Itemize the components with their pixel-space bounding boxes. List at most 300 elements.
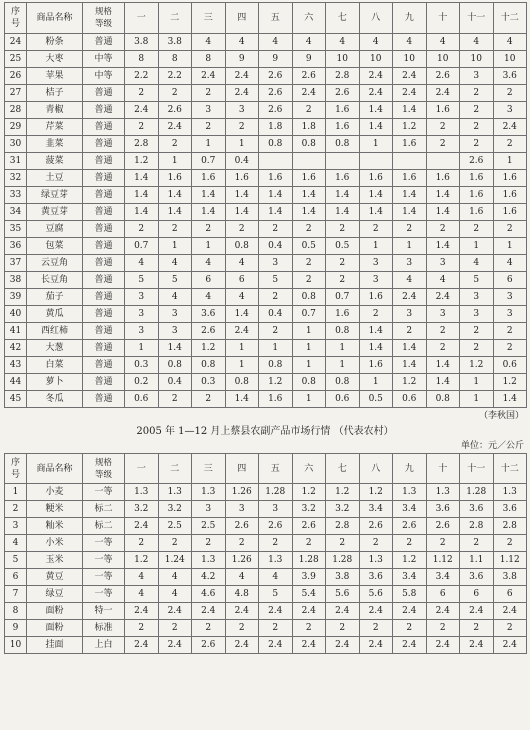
cell-grade: 普通 bbox=[83, 187, 125, 204]
cell-price: 2.4 bbox=[225, 637, 259, 654]
cell-price: 1 bbox=[359, 136, 393, 153]
cell-price: 1.3 bbox=[192, 484, 226, 501]
cell-price: 0.5 bbox=[292, 238, 326, 255]
table-row bbox=[5, 603, 527, 620]
cell-price: 10 bbox=[359, 51, 393, 68]
cell-price: 1.6 bbox=[393, 136, 427, 153]
cell-price: 2 bbox=[426, 119, 460, 136]
cell-price: 2 bbox=[493, 340, 527, 357]
cell-price: 1.2 bbox=[393, 374, 427, 391]
cell-seq: 41 bbox=[5, 323, 27, 340]
cell-price: 1.6 bbox=[326, 170, 360, 187]
cell-price: 2.4 bbox=[292, 85, 326, 102]
cell-price: 1 bbox=[460, 374, 494, 391]
table2-header-row bbox=[5, 454, 527, 484]
cell-name: 韭菜 bbox=[27, 136, 83, 153]
cell-price: 2 bbox=[426, 535, 460, 552]
cell-price: 0.4 bbox=[259, 306, 293, 323]
cell-price: 2.4 bbox=[393, 85, 427, 102]
cell-price: 0.5 bbox=[326, 238, 360, 255]
cell-price: 1.6 bbox=[259, 170, 293, 187]
cell-grade: 特一 bbox=[83, 603, 125, 620]
header-grade bbox=[83, 454, 125, 484]
cell-price: 2 bbox=[259, 289, 293, 306]
cell-price: 2 bbox=[326, 535, 360, 552]
cell-price: 3.6 bbox=[493, 68, 527, 85]
cell-price: 8 bbox=[192, 51, 226, 68]
cell-price: 1.6 bbox=[225, 170, 259, 187]
cell-price: 1.3 bbox=[192, 552, 226, 569]
cell-price: 3.6 bbox=[192, 306, 226, 323]
cell-price: 1.28 bbox=[326, 552, 360, 569]
cell-price: 1.2 bbox=[326, 484, 360, 501]
cell-price: 4 bbox=[158, 255, 192, 272]
cell-price: 5 bbox=[460, 272, 494, 289]
cell-price: 1 bbox=[359, 238, 393, 255]
cell-price: 2 bbox=[125, 119, 159, 136]
table-row bbox=[5, 484, 527, 501]
table-vegetables bbox=[4, 2, 527, 408]
cell-price: 2 bbox=[225, 535, 259, 552]
cell-price: 1.26 bbox=[225, 552, 259, 569]
cell-price: 0.7 bbox=[292, 306, 326, 323]
cell-price: 1.4 bbox=[393, 340, 427, 357]
table-row bbox=[5, 374, 527, 391]
cell-seq: 29 bbox=[5, 119, 27, 136]
cell-price: 1.4 bbox=[359, 323, 393, 340]
cell-price: 2 bbox=[192, 620, 226, 637]
cell-grade: 一等 bbox=[83, 569, 125, 586]
cell-price: 2 bbox=[393, 221, 427, 238]
cell-price: 2 bbox=[460, 102, 494, 119]
cell-price: 3 bbox=[259, 255, 293, 272]
cell-price: 1 bbox=[225, 136, 259, 153]
cell-name: 籼米 bbox=[27, 518, 83, 535]
cell-price: 1.4 bbox=[393, 204, 427, 221]
cell-price: 2.6 bbox=[259, 518, 293, 535]
cell-price: 2 bbox=[359, 306, 393, 323]
cell-price: 2.6 bbox=[259, 102, 293, 119]
cell-price: 3 bbox=[125, 289, 159, 306]
cell-grade: 标二 bbox=[83, 518, 125, 535]
cell-price: 4 bbox=[393, 272, 427, 289]
cell-seq: 37 bbox=[5, 255, 27, 272]
cell-price: 2.4 bbox=[292, 603, 326, 620]
cell-seq: 35 bbox=[5, 221, 27, 238]
cell-price: 5 bbox=[125, 272, 159, 289]
cell-price: 1 bbox=[292, 391, 326, 408]
header-grade bbox=[83, 3, 125, 34]
cell-price: 2.4 bbox=[460, 603, 494, 620]
cell-price: 2 bbox=[292, 255, 326, 272]
cell-price: 3 bbox=[225, 501, 259, 518]
cell-price: 3 bbox=[359, 255, 393, 272]
table-row bbox=[5, 255, 527, 272]
cell-price: 2.4 bbox=[426, 85, 460, 102]
table2-title: 2005 年 1—12 月上蔡县农副产品市场行情 （代表农村） bbox=[136, 426, 394, 437]
header-seq bbox=[5, 3, 27, 34]
cell-price: 1.4 bbox=[225, 391, 259, 408]
table-row bbox=[5, 102, 527, 119]
cell-price: 1.4 bbox=[359, 340, 393, 357]
cell-price: 1.24 bbox=[158, 552, 192, 569]
cell-seq: 42 bbox=[5, 340, 27, 357]
cell-price bbox=[393, 153, 427, 170]
cell-name: 绿豆芽 bbox=[27, 187, 83, 204]
cell-price: 2 bbox=[326, 221, 360, 238]
cell-price: 1 bbox=[125, 340, 159, 357]
table-row bbox=[5, 518, 527, 535]
cell-name: 大枣 bbox=[27, 51, 83, 68]
month-header: 九 bbox=[393, 454, 427, 484]
cell-price: 3 bbox=[192, 102, 226, 119]
cell-grade: 普通 bbox=[83, 170, 125, 187]
cell-price: 2.4 bbox=[359, 85, 393, 102]
cell-price: 6 bbox=[493, 272, 527, 289]
cell-seq: 2 bbox=[5, 501, 27, 518]
month-header: 二 bbox=[158, 3, 192, 34]
cell-name: 青椒 bbox=[27, 102, 83, 119]
cell-price: 3.8 bbox=[493, 569, 527, 586]
header-grade-text: 规格等级 bbox=[94, 457, 112, 480]
cell-name: 大葱 bbox=[27, 340, 83, 357]
cell-price: 3.4 bbox=[393, 501, 427, 518]
cell-price: 2 bbox=[493, 85, 527, 102]
cell-price: 2.6 bbox=[426, 518, 460, 535]
cell-price: 2 bbox=[158, 85, 192, 102]
cell-price: 1 bbox=[225, 340, 259, 357]
month-header: 四 bbox=[225, 3, 259, 34]
cell-price: 2.4 bbox=[125, 102, 159, 119]
cell-price: 0.8 bbox=[259, 136, 293, 153]
cell-price: 4 bbox=[493, 255, 527, 272]
cell-price: 8 bbox=[125, 51, 159, 68]
cell-price: 1.12 bbox=[426, 552, 460, 569]
cell-price: 5 bbox=[259, 272, 293, 289]
cell-price: 1.6 bbox=[460, 204, 494, 221]
cell-price: 2.6 bbox=[359, 518, 393, 535]
cell-grade: 普通 bbox=[83, 136, 125, 153]
cell-seq: 25 bbox=[5, 51, 27, 68]
cell-price: 4 bbox=[359, 34, 393, 51]
cell-price: 2 bbox=[326, 620, 360, 637]
cell-price: 4 bbox=[292, 34, 326, 51]
cell-price: 2.4 bbox=[326, 637, 360, 654]
cell-price: 4 bbox=[125, 569, 159, 586]
cell-price: 1.1 bbox=[460, 552, 494, 569]
table-row bbox=[5, 272, 527, 289]
table-row bbox=[5, 119, 527, 136]
cell-price: 1 bbox=[493, 238, 527, 255]
cell-name: 小米 bbox=[27, 535, 83, 552]
cell-price: 4 bbox=[326, 34, 360, 51]
cell-price: 2.6 bbox=[326, 85, 360, 102]
cell-price: 1 bbox=[326, 357, 360, 374]
month-header: 五 bbox=[259, 454, 293, 484]
cell-price: 2.8 bbox=[460, 518, 494, 535]
cell-price: 2.6 bbox=[259, 68, 293, 85]
cell-price: 4 bbox=[426, 272, 460, 289]
cell-price: 2 bbox=[259, 221, 293, 238]
cell-price: 2 bbox=[426, 221, 460, 238]
cell-price: 4 bbox=[125, 255, 159, 272]
cell-price: 3.9 bbox=[292, 569, 326, 586]
cell-price: 1.2 bbox=[125, 552, 159, 569]
cell-seq: 4 bbox=[5, 535, 27, 552]
cell-price: 3 bbox=[493, 102, 527, 119]
table-row bbox=[5, 187, 527, 204]
cell-grade: 普通 bbox=[83, 119, 125, 136]
cell-price: 0.4 bbox=[259, 238, 293, 255]
cell-price: 3 bbox=[192, 501, 226, 518]
cell-name: 黄豆芽 bbox=[27, 204, 83, 221]
cell-price: 3 bbox=[426, 306, 460, 323]
cell-price: 2.6 bbox=[259, 85, 293, 102]
table-row bbox=[5, 289, 527, 306]
cell-price: 3.6 bbox=[359, 569, 393, 586]
table-row bbox=[5, 340, 527, 357]
cell-price bbox=[359, 153, 393, 170]
cell-price: 2 bbox=[158, 136, 192, 153]
month-header: 十 bbox=[426, 454, 460, 484]
cell-grade: 标二 bbox=[83, 501, 125, 518]
cell-price: 1.2 bbox=[192, 340, 226, 357]
cell-price: 2 bbox=[393, 535, 427, 552]
cell-seq: 7 bbox=[5, 586, 27, 603]
cell-price: 0.8 bbox=[426, 391, 460, 408]
cell-price: 1.8 bbox=[259, 119, 293, 136]
table-row bbox=[5, 238, 527, 255]
cell-price: 1.2 bbox=[292, 484, 326, 501]
table-row bbox=[5, 153, 527, 170]
cell-price: 2 bbox=[225, 620, 259, 637]
cell-price: 2 bbox=[225, 119, 259, 136]
cell-price: 4 bbox=[192, 255, 226, 272]
cell-name: 西红柿 bbox=[27, 323, 83, 340]
cell-price: 2 bbox=[426, 323, 460, 340]
cell-price: 2.4 bbox=[493, 119, 527, 136]
cell-price: 1.4 bbox=[259, 204, 293, 221]
cell-price: 1.4 bbox=[125, 170, 159, 187]
cell-grade: 普通 bbox=[83, 272, 125, 289]
cell-price: 10 bbox=[493, 51, 527, 68]
cell-seq: 24 bbox=[5, 34, 27, 51]
cell-price: 2.4 bbox=[393, 603, 427, 620]
cell-price: 8 bbox=[158, 51, 192, 68]
cell-price: 1 bbox=[292, 357, 326, 374]
table-row bbox=[5, 85, 527, 102]
cell-price: 1.4 bbox=[259, 187, 293, 204]
cell-price: 1.2 bbox=[259, 374, 293, 391]
table-row bbox=[5, 569, 527, 586]
cell-price: 2 bbox=[426, 340, 460, 357]
cell-price: 1.4 bbox=[393, 357, 427, 374]
table2-body bbox=[5, 484, 527, 654]
cell-price: 2.4 bbox=[460, 637, 494, 654]
table-row bbox=[5, 535, 527, 552]
cell-price: 3 bbox=[225, 102, 259, 119]
cell-price bbox=[292, 153, 326, 170]
cell-price: 2.4 bbox=[225, 323, 259, 340]
cell-price: 0.4 bbox=[158, 374, 192, 391]
cell-price: 4 bbox=[225, 255, 259, 272]
cell-price: 9 bbox=[225, 51, 259, 68]
cell-price: 2.4 bbox=[493, 603, 527, 620]
cell-price: 1.3 bbox=[158, 484, 192, 501]
cell-name: 粳米 bbox=[27, 501, 83, 518]
table-row bbox=[5, 357, 527, 374]
cell-price: 1 bbox=[192, 238, 226, 255]
cell-seq: 39 bbox=[5, 289, 27, 306]
cell-price: 1.4 bbox=[225, 187, 259, 204]
month-header: 十一 bbox=[460, 3, 494, 34]
cell-price: 2.6 bbox=[292, 518, 326, 535]
cell-grade: 普通 bbox=[83, 306, 125, 323]
cell-price: 3 bbox=[460, 289, 494, 306]
cell-price: 3.8 bbox=[158, 34, 192, 51]
cell-price: 1.3 bbox=[259, 552, 293, 569]
cell-price: 6 bbox=[225, 272, 259, 289]
cell-price: 2.4 bbox=[158, 637, 192, 654]
cell-price: 1.6 bbox=[326, 306, 360, 323]
cell-price: 2.4 bbox=[225, 603, 259, 620]
cell-seq: 5 bbox=[5, 552, 27, 569]
table-row bbox=[5, 323, 527, 340]
cell-price: 1.6 bbox=[393, 170, 427, 187]
cell-price: 3 bbox=[393, 255, 427, 272]
cell-price: 9 bbox=[292, 51, 326, 68]
cell-price: 0.2 bbox=[125, 374, 159, 391]
cell-price: 2 bbox=[493, 136, 527, 153]
cell-name: 豆腐 bbox=[27, 221, 83, 238]
cell-grade: 普通 bbox=[83, 204, 125, 221]
cell-price: 1.6 bbox=[192, 170, 226, 187]
cell-grade: 中等 bbox=[83, 51, 125, 68]
cell-price: 2 bbox=[259, 620, 293, 637]
cell-price: 2.6 bbox=[158, 102, 192, 119]
cell-seq: 9 bbox=[5, 620, 27, 637]
cell-price: 1.2 bbox=[460, 357, 494, 374]
cell-price: 4 bbox=[158, 586, 192, 603]
cell-price: 2.4 bbox=[326, 603, 360, 620]
cell-price: 1 bbox=[460, 238, 494, 255]
cell-price: 1.3 bbox=[359, 552, 393, 569]
cell-price: 4 bbox=[393, 34, 427, 51]
cell-price: 1.4 bbox=[158, 204, 192, 221]
cell-price: 2.4 bbox=[359, 68, 393, 85]
cell-name: 绿豆 bbox=[27, 586, 83, 603]
cell-price: 0.8 bbox=[158, 357, 192, 374]
cell-price: 1.2 bbox=[125, 153, 159, 170]
cell-price: 1.4 bbox=[292, 187, 326, 204]
cell-price: 3.4 bbox=[393, 569, 427, 586]
cell-price: 1.4 bbox=[393, 187, 427, 204]
cell-price: 1.6 bbox=[326, 119, 360, 136]
cell-price: 2.8 bbox=[493, 518, 527, 535]
cell-price: 2.6 bbox=[393, 518, 427, 535]
cell-price: 1.2 bbox=[493, 374, 527, 391]
cell-price: 3 bbox=[493, 306, 527, 323]
page bbox=[0, 2, 530, 730]
cell-price: 2.4 bbox=[125, 518, 159, 535]
cell-price bbox=[326, 153, 360, 170]
cell-price: 3.2 bbox=[292, 501, 326, 518]
cell-price: 4.2 bbox=[192, 569, 226, 586]
table2-unit: 单位：元／公斤 bbox=[460, 441, 524, 451]
cell-name: 黄豆 bbox=[27, 569, 83, 586]
cell-price: 5.6 bbox=[359, 586, 393, 603]
cell-price: 2 bbox=[493, 620, 527, 637]
cell-price: 2 bbox=[326, 255, 360, 272]
table-row bbox=[5, 51, 527, 68]
cell-name: 粉条 bbox=[27, 34, 83, 51]
cell-seq: 33 bbox=[5, 187, 27, 204]
cell-price: 2 bbox=[192, 535, 226, 552]
cell-price: 3.2 bbox=[125, 501, 159, 518]
cell-name: 包菜 bbox=[27, 238, 83, 255]
cell-grade: 普通 bbox=[83, 153, 125, 170]
cell-price: 3.2 bbox=[158, 501, 192, 518]
cell-price: 0.3 bbox=[125, 357, 159, 374]
cell-price: 3 bbox=[158, 306, 192, 323]
cell-price: 1.8 bbox=[292, 119, 326, 136]
cell-grade: 普通 bbox=[83, 85, 125, 102]
cell-price: 1.6 bbox=[326, 102, 360, 119]
cell-price: 2.6 bbox=[192, 323, 226, 340]
cell-seq: 40 bbox=[5, 306, 27, 323]
cell-price: 4 bbox=[259, 34, 293, 51]
cell-price: 3 bbox=[359, 272, 393, 289]
cell-price: 2.4 bbox=[393, 68, 427, 85]
cell-price: 2.4 bbox=[259, 637, 293, 654]
cell-price: 2 bbox=[493, 323, 527, 340]
cell-grade: 普通 bbox=[83, 238, 125, 255]
cell-price: 1.4 bbox=[426, 357, 460, 374]
cell-price: 3 bbox=[493, 289, 527, 306]
cell-price: 2 bbox=[125, 221, 159, 238]
cell-price: 2.6 bbox=[192, 637, 226, 654]
table-row bbox=[5, 204, 527, 221]
cell-price: 2 bbox=[292, 221, 326, 238]
cell-price: 2 bbox=[125, 620, 159, 637]
cell-price: 2 bbox=[125, 85, 159, 102]
month-header: 一 bbox=[125, 3, 159, 34]
cell-price: 3.4 bbox=[359, 501, 393, 518]
cell-price: 2.4 bbox=[259, 603, 293, 620]
cell-price: 2 bbox=[359, 535, 393, 552]
cell-price: 2.4 bbox=[192, 603, 226, 620]
cell-price: 2 bbox=[493, 221, 527, 238]
cell-price: 1.4 bbox=[225, 204, 259, 221]
cell-seq: 44 bbox=[5, 374, 27, 391]
cell-price: 2.4 bbox=[192, 68, 226, 85]
cell-price: 1.26 bbox=[225, 484, 259, 501]
cell-price: 10 bbox=[393, 51, 427, 68]
cell-price: 1.3 bbox=[493, 484, 527, 501]
cell-price: 1.4 bbox=[125, 187, 159, 204]
cell-price: 1.6 bbox=[426, 170, 460, 187]
month-header: 十二 bbox=[493, 3, 527, 34]
month-header: 十一 bbox=[460, 454, 494, 484]
month-header: 一 bbox=[125, 454, 159, 484]
table-row bbox=[5, 552, 527, 569]
cell-price: 1 bbox=[158, 153, 192, 170]
cell-seq: 38 bbox=[5, 272, 27, 289]
cell-price: 2.4 bbox=[393, 637, 427, 654]
cell-price: 2 bbox=[359, 221, 393, 238]
cell-price: 4 bbox=[192, 289, 226, 306]
cell-price: 4 bbox=[493, 34, 527, 51]
